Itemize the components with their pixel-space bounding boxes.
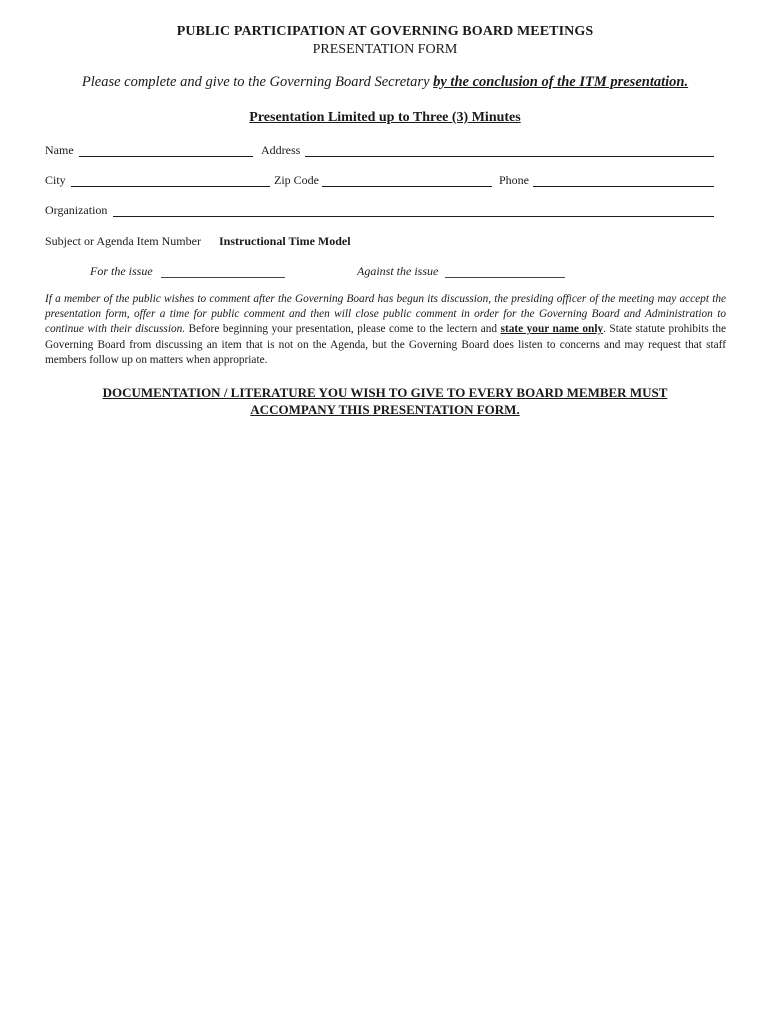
organization-label: Organization — [45, 203, 108, 217]
address-field[interactable] — [305, 156, 714, 157]
notice-paragraph — [45, 292, 726, 368]
notice-italic-text: If a member of the public wishes to comment after the Governing Board has begun its discussion, the presiding officer of the meeting may accept the presentation form, offer a time for public comment and then will close public comment in order for the Governing Board and Administration to continue with their discussion. — [45, 293, 726, 336]
subject-row — [45, 233, 715, 251]
zip-code-field[interactable] — [322, 186, 492, 187]
organization-row — [45, 202, 715, 220]
against-issue-field[interactable] — [445, 277, 565, 278]
name-label: Name — [45, 143, 74, 157]
notice-state-name: state your name only — [500, 323, 604, 336]
documentation-note — [0, 384, 770, 418]
instruction-text: Please complete and give to the Governing Board Secretary — [81, 74, 434, 90]
form-instruction — [0, 74, 770, 91]
name-address-row — [45, 142, 715, 160]
phone-label: Phone — [499, 173, 529, 187]
for-issue-field[interactable] — [161, 277, 285, 278]
notice-text-2: . State statute prohibits the Governing Board from discussing an item that is not on the Agenda, but the Governing Board does listen to concerns and may request that staff members follow up on matters when appropriate. — [45, 323, 726, 366]
form-subtitle: PRESENTATION FORM — [312, 42, 458, 57]
against-issue-label: Against the issue — [357, 264, 439, 278]
time-limit-heading: Presentation Limited up to Three (3) Minutes — [249, 110, 521, 125]
form-title: PUBLIC PARTICIPATION AT GOVERNING BOARD MEETINGS — [176, 24, 594, 39]
for-issue-label: For the issue — [90, 264, 153, 278]
notice-text-1: Before beginning your presentation, please come to the lectern and — [185, 323, 501, 336]
city-zip-phone-row — [45, 172, 715, 190]
instruction-deadline: by the conclusion of the ITM presentation. — [433, 74, 689, 90]
for-against-row — [45, 263, 715, 281]
documentation-line-1: DOCUMENTATION / LITERATURE YOU WISH TO GIVE TO EVERY BOARD MEMBER MUST — [102, 385, 668, 400]
subject-label: Subject or Agenda Item Number — [45, 234, 201, 248]
subject-value: Instructional Time Model — [219, 234, 351, 248]
zip-code-label: Zip Code — [274, 173, 319, 187]
city-field[interactable] — [71, 186, 270, 187]
address-label: Address — [261, 143, 301, 157]
organization-field[interactable] — [113, 216, 714, 217]
phone-field[interactable] — [533, 186, 714, 187]
documentation-line-2: ACCOMPANY THIS PRESENTATION FORM. — [250, 402, 520, 417]
name-field[interactable] — [79, 156, 253, 157]
city-label: City — [45, 173, 66, 187]
